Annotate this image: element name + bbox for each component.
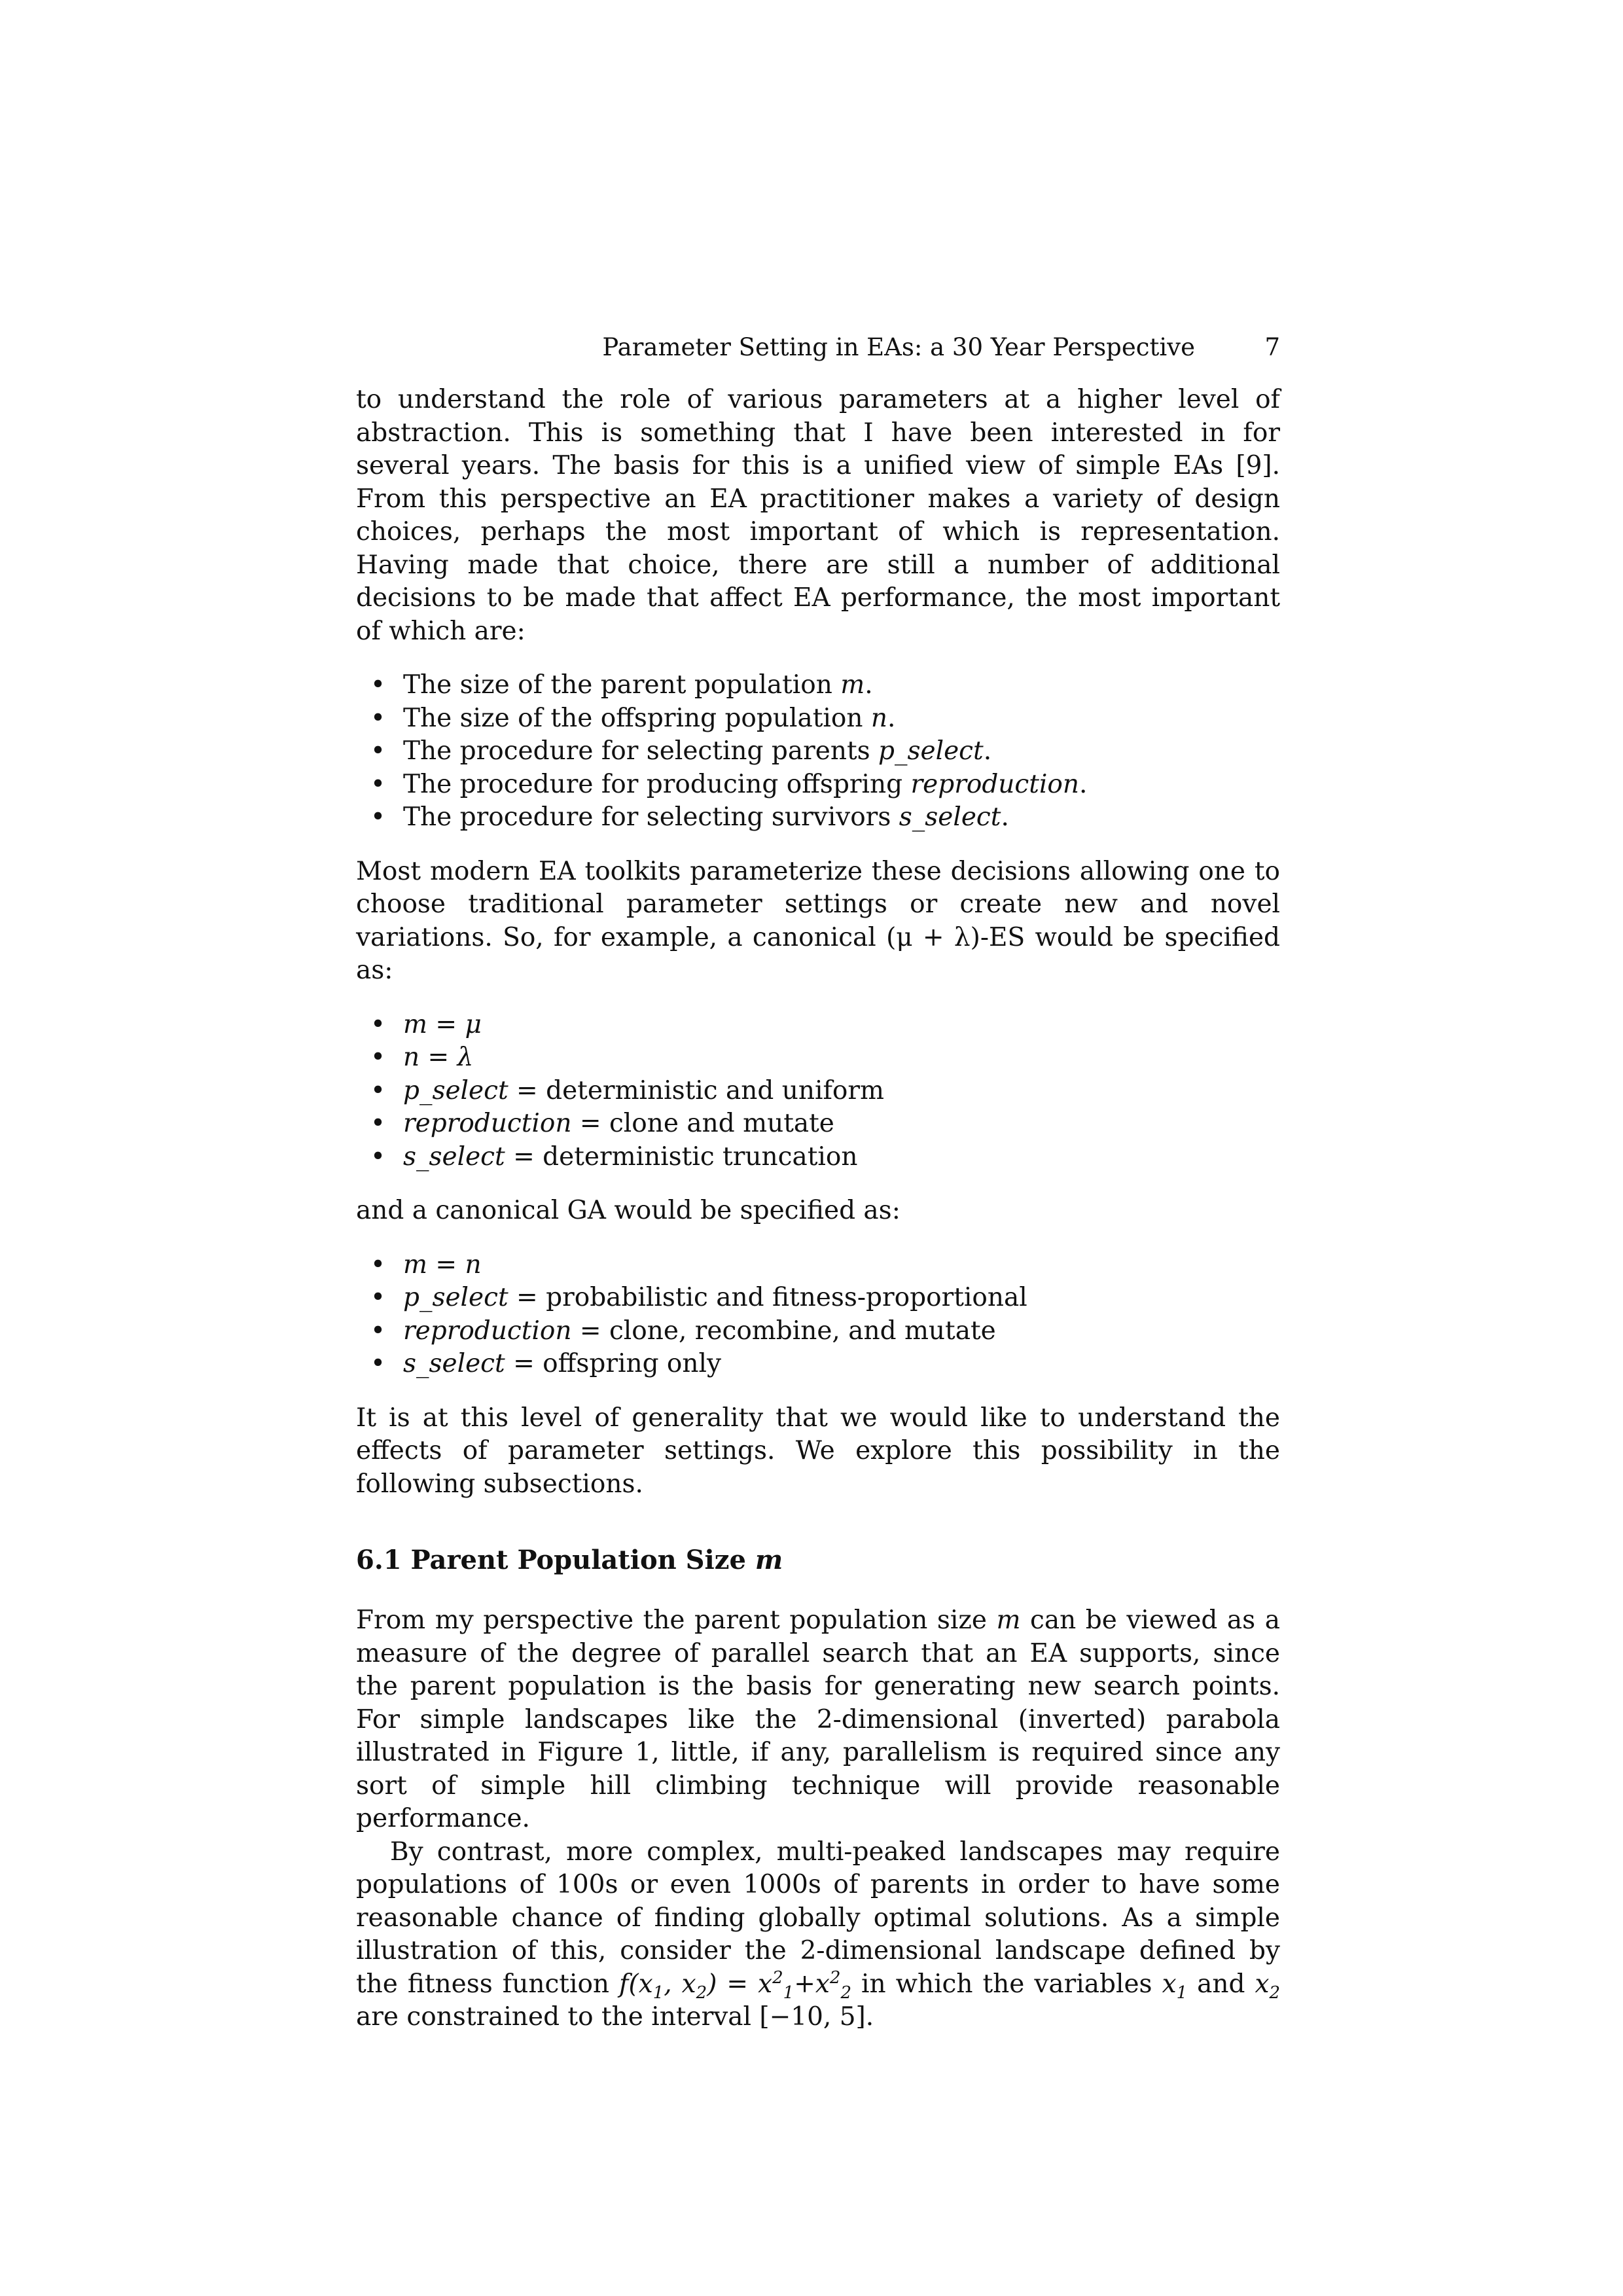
list-item: • n = λ — [356, 1041, 1280, 1075]
list-item: • p_select = probabilistic and fitness-proportional — [356, 1282, 1280, 1315]
list-item: • The size of the parent population m. — [356, 669, 1280, 702]
list-item: • The procedure for producing offspring reproduction. — [356, 768, 1280, 802]
paragraph: to understand the role of various parameters at a higher level of abstraction. This is something that I have been interested in for several years. The basis for this is a unified view of simple EAs [9]. From this perspective an EA practitioner makes a variety of design choices, perhaps the most important of which is representation. Having made that choice, there are still a number of additional decisions to be made that affect EA performance, the most important of which are: — [356, 385, 1280, 646]
page-number: 7 — [1264, 333, 1280, 361]
ga-spec-list — [356, 1249, 1280, 1381]
bullet-icon: • — [370, 769, 386, 799]
list-item: • m = μ — [356, 1009, 1280, 1042]
running-header — [356, 331, 1280, 364]
paragraph: It is at this level of generality that we would like to understand the effects of parameter settings. We explore this possibility in the following subsections. — [356, 1403, 1280, 1499]
bullet-icon: • — [370, 703, 386, 733]
running-title: Parameter Setting in EAs: a 30 Year Perspective — [602, 333, 1195, 361]
bullet-icon: • — [370, 670, 386, 700]
bullet-icon: • — [370, 1141, 386, 1172]
paragraph: From my perspective the parent population size m can be viewed as a measure of the degree of parallel search that an EA supports, since the parent population is the basis for generating new search points. For simple landscapes like the 2-dimensional (inverted) parabola illustrated in Figure 1, little, if any, parallelism is required since any sort of simple hill climbing technique will provide reasonable performance. — [356, 1605, 1280, 1833]
list-item: • The procedure for selecting parents p_select. — [356, 735, 1280, 768]
list-item: • The procedure for selecting survivors s_select. — [356, 801, 1280, 834]
bullet-icon: • — [370, 1316, 386, 1346]
paragraph: and a canonical GA would be specified as: — [356, 1196, 901, 1225]
bullet-icon: • — [370, 1043, 386, 1072]
interval: [−10, 5]. — [759, 2002, 874, 2032]
design-choices-list — [356, 669, 1280, 834]
bullet-icon: • — [370, 1009, 386, 1039]
paragraph: By contrast, more complex, multi-peaked landscapes may require populations of 100s or even 1000s of parents in order to have some reasonable chance of finding globally optimal solutions. As a simple illustration of this, consider the 2-dimensional landscape defined by the fitness function $f(x_1$, $x_2) = x^2_1+x^2_2$ in which the variables $x_1$ and $x_2$ are constrained to the interval [−10, 5]. — [356, 1837, 1281, 2032]
list-item: • reproduction = clone, recombine, and mutate — [356, 1315, 1280, 1348]
list-item: • p_select = deterministic and uniform — [356, 1075, 1280, 1108]
bullet-icon: • — [370, 1109, 386, 1138]
es-spec-list — [356, 1009, 1280, 1174]
list-item: • m = n — [356, 1249, 1280, 1282]
paragraph: Most modern EA toolkits parameterize these decisions allowing one to choose traditional parameter settings or create new and novel variations. So, for example, a canonical (μ + λ)-ES would be specified as: — [356, 856, 1280, 985]
bullet-icon: • — [370, 1249, 386, 1280]
list-item: • s_select = offspring only — [356, 1348, 1280, 1381]
list-item: • s_select = deterministic truncation — [356, 1141, 1280, 1174]
section-heading: 6.1 Parent Population Size m — [356, 1545, 783, 1575]
list-item: • The size of the offspring population n. — [356, 702, 1280, 736]
bullet-icon: • — [370, 802, 386, 832]
fitness-function: $f(x_1$, $x_2) = x^2_1+x^2_2$ — [619, 1967, 851, 2003]
list-item: • reproduction = clone and mutate — [356, 1107, 1280, 1141]
bullet-icon: • — [370, 1075, 386, 1105]
bullet-icon: • — [370, 1283, 386, 1312]
bullet-icon: • — [370, 736, 386, 766]
body-text — [356, 384, 1280, 2034]
bullet-icon: • — [370, 1349, 386, 1378]
